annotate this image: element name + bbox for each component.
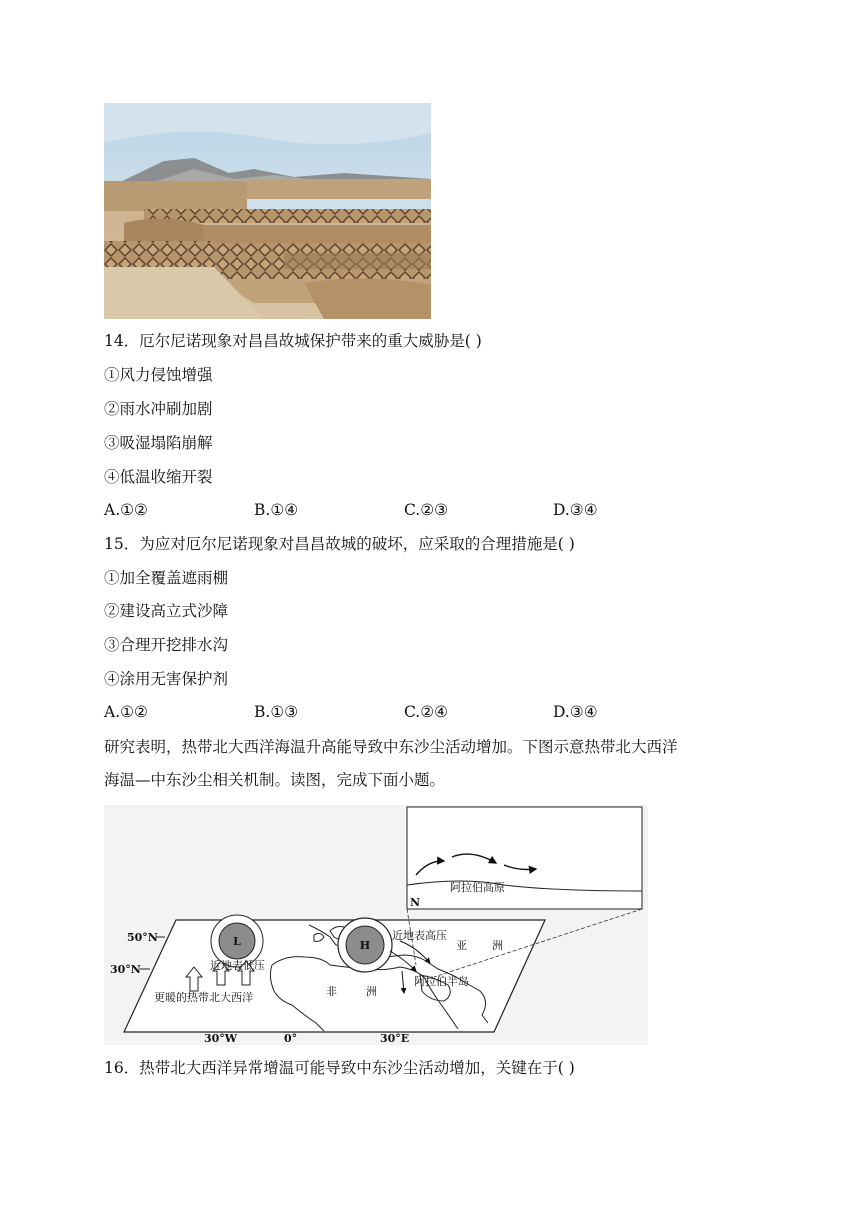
q14-item-3: ③吸湿塌陷崩解 — [104, 434, 213, 452]
lat-50n-label: 50°N — [127, 931, 158, 944]
lon-0-label: 0° — [284, 1032, 298, 1045]
north-label: N — [410, 896, 421, 909]
lon-30e-label: 30°E — [380, 1032, 410, 1045]
q15-option-d[interactable]: D.③④ — [553, 703, 598, 721]
arabian-plateau-label: 阿拉伯高原 — [450, 881, 505, 894]
q14-option-d[interactable]: D.③④ — [553, 501, 598, 519]
q15-item-1: ①加全覆盖遮雨棚 — [104, 569, 229, 587]
q14-item-2: ②雨水冲刷加剧 — [104, 400, 213, 418]
africa-label-2: 洲 — [366, 985, 377, 998]
high-pressure-label: 近地表高压 — [392, 929, 447, 942]
q16-stem: 16．热带北大西洋异常增温可能导致中东沙尘活动增加，关键在于( ) — [104, 1059, 575, 1077]
warm-atlantic-label: 更暖的热带北大西洋 — [154, 991, 253, 1004]
q14-option-a[interactable]: A.①② — [104, 501, 148, 519]
asia-label-2: 洲 — [492, 939, 503, 952]
q14-stem: 14．厄尔尼诺现象对昌昌故城保护带来的重大威胁是( ) — [104, 332, 482, 350]
chan-chan-ruins-photo — [104, 103, 431, 319]
q15-item-4: ④涂用无害保护剂 — [104, 670, 229, 688]
lon-30w-label: 30°W — [204, 1032, 238, 1045]
q15-stem: 15．为应对厄尔尼诺现象对昌昌故城的破坏，应采取的合理措施是( ) — [104, 535, 575, 553]
asia-label-1: 亚 — [456, 939, 467, 952]
arabian-peninsula-label: 阿拉伯半岛 — [414, 975, 469, 988]
q14-item-1: ①风力侵蚀增强 — [104, 366, 213, 384]
lat-30n-label: 30°N — [110, 963, 141, 976]
q14-item-4: ④低温收缩开裂 — [104, 468, 213, 486]
q15-item-2: ②建设高立式沙障 — [104, 602, 229, 620]
passage-line-2: 海温—中东沙尘相关机制。读图，完成下面小题。 — [104, 771, 446, 789]
high-pressure-symbol: H — [359, 939, 371, 952]
q15-option-b[interactable]: B.①③ — [254, 703, 299, 721]
q14-option-b[interactable]: B.①④ — [254, 501, 299, 519]
q15-option-c[interactable]: C.②④ — [404, 703, 449, 721]
passage-line-1: 研究表明，热带北大西洋海温升高能导致中东沙尘活动增加。下图示意热带北大西洋 — [104, 738, 678, 756]
q14-option-c[interactable]: C.②③ — [404, 501, 449, 519]
africa-label-1: 非 — [326, 985, 337, 998]
q15-option-a[interactable]: A.①② — [104, 703, 148, 721]
q15-item-3: ③合理开挖排水沟 — [104, 636, 229, 654]
low-pressure-symbol: L — [233, 935, 241, 948]
mechanism-map-figure — [104, 805, 648, 1045]
low-pressure-label: 近地表低压 — [210, 959, 265, 972]
